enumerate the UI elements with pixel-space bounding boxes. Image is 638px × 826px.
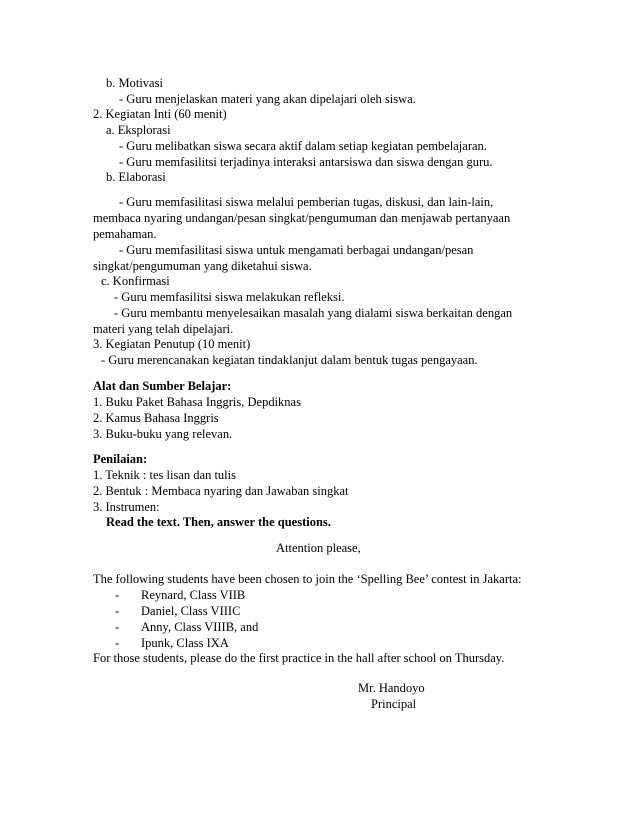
motivasi-item: - Guru menjelaskan materi yang akan dipelajari oleh siswa.: [119, 92, 416, 106]
elaborasi-item-1-line-3: pemahaman.: [93, 227, 157, 241]
eksplorasi-heading: a. Eksplorasi: [106, 123, 171, 137]
bullet-dash: -: [115, 604, 120, 618]
announcement-title: Attention please,: [276, 541, 361, 555]
motivasi-heading: b. Motivasi: [106, 76, 163, 90]
eksplorasi-item-2: - Guru memfasilitsi terjadinya interaksi antarsiswa dan siswa dengan guru.: [119, 155, 493, 169]
student-name: Ipunk, Class IXA: [141, 636, 229, 650]
alat-heading: Alat dan Sumber Belajar:: [93, 379, 232, 393]
penilaian-item-3: 3. Instrumen:: [93, 500, 160, 514]
kegiatan-inti-heading: 2. Kegiatan Inti (60 menit): [93, 107, 227, 121]
signer-title: Principal: [371, 697, 417, 711]
elaborasi-item-1-line-2: membaca nyaring undangan/pesan singkat/pengumuman dan menjawab pertanyaan: [93, 211, 511, 225]
signer-name: Mr. Handoyo: [358, 681, 425, 695]
elaborasi-item-2-line-1: - Guru memfasilitasi siswa untuk mengamati berbagai undangan/pesan: [119, 243, 474, 257]
penilaian-instruction: Read the text. Then, answer the questions.: [106, 515, 331, 529]
student-name: Anny, Class VIIIB, and: [141, 620, 259, 634]
bullet-dash: -: [115, 588, 120, 602]
eksplorasi-item-1: - Guru melibatkan siswa secara aktif dalam setiap kegiatan pembelajaran.: [119, 139, 487, 153]
alat-item-2: 2. Kamus Bahasa Inggris: [93, 411, 219, 425]
student-name: Reynard, Class VIIB: [141, 588, 246, 602]
announcement-closing: For those students, please do the first practice in the hall after school on Thursday.: [93, 651, 505, 665]
elaborasi-item-1-line-1: - Guru memfasilitasi siswa melalui pemberian tugas, diskusi, dan lain-lain,: [119, 195, 494, 209]
kegiatan-penutup-item: - Guru merencanakan kegiatan tindaklanjut dalam bentuk tugas pengayaan.: [101, 353, 478, 367]
konfirmasi-item-2-line-1: - Guru membantu menyelesaikan masalah yang dialami siswa berkaitan dengan: [114, 306, 513, 320]
alat-item-1: 1. Buku Paket Bahasa Inggris, Depdiknas: [93, 395, 301, 409]
penilaian-heading: Penilaian:: [93, 452, 148, 466]
bullet-dash: -: [115, 636, 120, 650]
alat-item-3: 3. Buku-buku yang relevan.: [93, 427, 233, 441]
penilaian-item-2: 2. Bentuk : Membaca nyaring dan Jawaban singkat: [93, 484, 349, 498]
konfirmasi-item-2-line-2: materi yang telah dipelajari.: [93, 322, 234, 336]
announcement-intro: The following students have been chosen to join the ‘Spelling Bee’ contest in Jakarta:: [93, 572, 522, 586]
konfirmasi-heading: c. Konfirmasi: [101, 274, 170, 288]
bullet-dash: -: [115, 620, 120, 634]
penilaian-item-1: 1. Teknik : tes lisan dan tulis: [93, 468, 236, 482]
elaborasi-item-2-line-2: singkat/pengumuman yang diketahui siswa.: [93, 259, 312, 273]
konfirmasi-item-1: - Guru memfasilitsi siswa melakukan refleksi.: [114, 290, 345, 304]
student-name: Daniel, Class VIIIC: [141, 604, 241, 618]
kegiatan-penutup-heading: 3. Kegiatan Penutup (10 menit): [93, 337, 251, 351]
elaborasi-heading: b. Elaborasi: [106, 170, 166, 184]
